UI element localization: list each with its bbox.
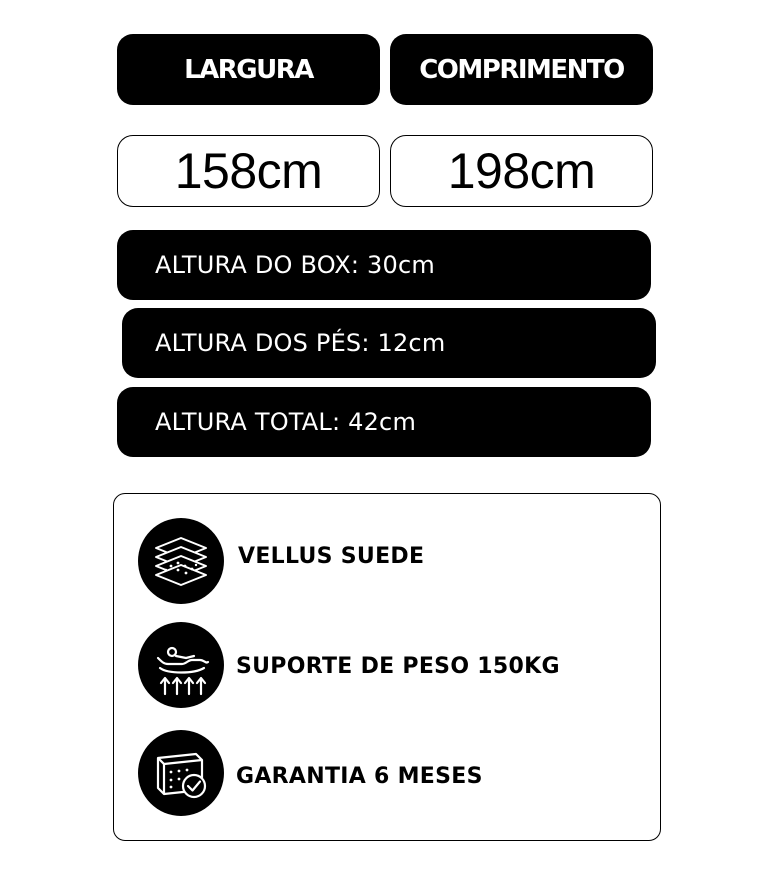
weight-support-icon <box>138 622 224 708</box>
width-value-box <box>117 135 380 207</box>
length-header <box>390 34 653 105</box>
fabric-layers-icon <box>138 518 224 604</box>
width-header <box>117 34 380 105</box>
warranty-check-icon <box>138 730 224 816</box>
total-height-row <box>117 387 651 457</box>
feature-label-weight: SUPORTE DE PESO 150KG <box>236 654 560 679</box>
width-header-label: LARGURA <box>184 54 313 85</box>
features-panel <box>113 493 661 841</box>
box-height-label: ALTURA DO BOX: 30cm <box>155 251 435 279</box>
feet-height-row <box>122 308 656 378</box>
feature-label-warranty: GARANTIA 6 MESES <box>236 764 483 789</box>
feature-label-fabric: VELLUS SUEDE <box>238 544 425 569</box>
length-value-box <box>390 135 653 207</box>
feet-height-label: ALTURA DOS PÉS: 12cm <box>155 329 446 357</box>
length-value: 198cm <box>447 143 596 199</box>
total-height-label: ALTURA TOTAL: 42cm <box>155 408 417 436</box>
length-header-label: COMPRIMENTO <box>419 54 624 85</box>
width-value: 158cm <box>174 143 323 199</box>
box-height-row <box>117 230 651 300</box>
